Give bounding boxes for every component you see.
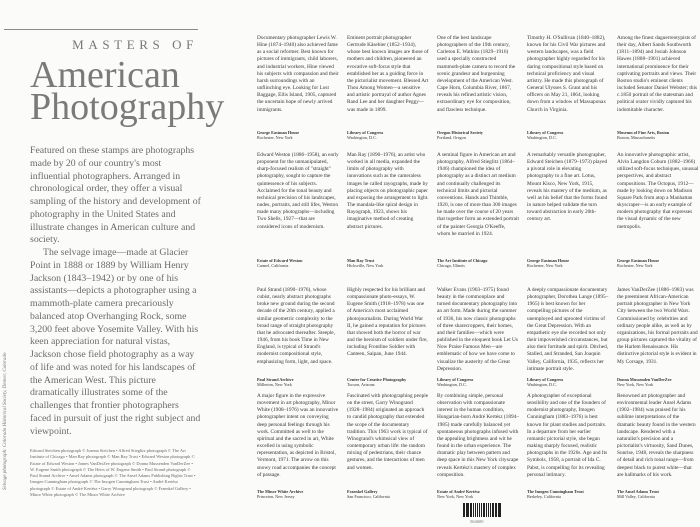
source-location: San Francisco, California (347, 494, 390, 500)
entry-description: Timothy H. O'Sullivan (1840–1882), known for his Civil War pictures and western landscapes, was a field photographer highly regarded for his daring compositional style based on technical proficiency and visual artistry. He made this photograph of General Ulysses S. Grant and his officers on May 21, 1864, looking down from a window of Massaponax Church in Virginia. (527, 35, 606, 113)
source-location: Washington, D.C. (527, 135, 557, 141)
source-location: Washington, D.C. (347, 135, 377, 141)
source-name: Estate of Edward Weston (257, 258, 303, 263)
entry-description: A seminal figure in American art and photography, Alfred Stieglitz (1864–1946) championed the idea of photography as a distinct art medium and continually challenged its technical limits and pictorial conventions. Hands and Thimble, 1920, is one of more than 300 images he made over the course of 20 years that together form an extended portrait of the painter Georgia O'Keeffe, whom he married in 1924. (437, 152, 519, 237)
entry-description: An innovative photographic artist, Alvin Langdon Coburn (1882–1966) utilized soft-focus techniques, unusual perspectives, and abstract compositions. The Octopus, 1912—made by looking down on Madison Square Park from atop a Manhattan skyscraper—is an early example of modern photography that expresses the visual dynamic of the new metropolis. (617, 152, 699, 230)
source-name: George Eastman House (527, 258, 570, 263)
entry-description: Documentary photographer Lewis W. Hine (1874–1940) also achieved fame as a social reformer. Best known for pictures of immigrants, child laborers, and industrial workers, Hine viewed his subjects with compassion and their harsh surroundings with an unflinching eye. Looking for Lost Baggage, Ellis Island, 1905, captured the uncertain hope of newly arrived immigrants. (257, 35, 339, 113)
source-location: Rochester, New York (257, 135, 293, 141)
entry-source (437, 377, 519, 387)
entry-description: Walker Evans (1903–1975) found beauty in the commonplace and turned documentary photography into an art form. Made during the summer of 1936, his now classic photographs of three sharecroppers, their homes, and their families—which were published in the eloquent book Let Us Now Praise Famous Men—are emblematic of how we have come to visualize the austerity of the Great Depression. (437, 287, 518, 372)
barcode-bar (498, 503, 499, 517)
entry-description: Renowned art photographer and environmental leader Ansel Adams (1902–1984) was praised for his sublime interpretations of the dramatic beauty found in the western landscape. Rendered with a naturalist's precision and a pictorialist's virtuosity, Sand Dunes, Sunrise, 1948, reveals the sharpness of detail and rich tonal range—from deepest black to purest white—that are hallmarks of his work. (617, 393, 696, 478)
entry-source (347, 377, 429, 387)
entry-description: A remarkably versatile photographer, Edward Steichen (1879–1973) played a pivotal role in elevating photography to a fine art. Lotus, Mount Kisco, New York, 1915, reveals his mastery of the medium, as well as his belief that the forms found in nature helped validate the turn toward abstraction in early 20th-century art. (527, 152, 608, 223)
entry-description: One of the best landscape photographers of the 19th century, Carleton E. Watkins (1829–1916) used a specially constructed mammoth-plate camera to record the scenic grandeur and burgeoning development of the American West. Cape Horn, Columbia River, 1867, reveals his refined artistic vision, extraordinary eye for composition, and flawless technique. (437, 35, 516, 113)
source-location: Hicksville, New York (347, 263, 384, 269)
source-location: Mill Valley, California (617, 494, 655, 500)
source-name: Man Ray Trust (347, 258, 375, 263)
source-name: Library of Congress (347, 130, 384, 135)
source-name: The Minor White Archive (257, 489, 304, 494)
entry-source (347, 489, 429, 499)
entry-source (527, 130, 609, 140)
title-line-2: Photography (30, 86, 225, 128)
intro-paragraph-1: Featured on these stamps are photographs made by 20 of our country's most influential photographers. Arranged in chronological order, they offer a visual sampling of the history and development of photography in the United States and illustrate changes in American culture and society. (30, 145, 201, 246)
barcode-bar (499, 503, 501, 517)
source-location: Portland, Oregon (437, 135, 466, 141)
source-location: New York, New York (617, 382, 654, 388)
entry-description: By combining simple, personal observation with compassionate interest in the human condition, Hungarian-born André Kertész (1894–1985) made carefully balanced yet spontaneous photographs infused with the appealing brightness and wit he found in the urban experience. The dramatic play between pattern and deep space in this New York cityscape reveals Kertész's mastery of complex composition. (437, 393, 519, 478)
entry-description: A photographer of exceptional sensibility and one of the founders of modernist photography, Imogen Cunningham (1883–1976) is best known for plant studies and portraits. In a departure from her earlier romantic pictorial style, she began making sharply focused, realistic photographs in the 1920s. Age and Its Symbols, 1958, a portrait of Ida C. Pabst, is compelling for its revealing personal intimacy. (527, 393, 608, 478)
barcode-bar (470, 503, 472, 517)
entry-source (527, 377, 609, 387)
source-name: The Art Institute of Chicago (437, 258, 488, 263)
barcode-number: 564600 (470, 519, 484, 524)
entry-description: Among the finest daguerreotypists of their day, Albert Sands Southworth (1811–1894) and Josiah Johnson Hawes (1808–1901) achieved international prominence for their captivating portraits and views. Their Boston studio's eminent clients included Senator Daniel Webster; this c.1850 portrait of the statesman and political orator vividly captured his indomitable character. (617, 35, 698, 113)
intro-text (30, 145, 202, 438)
source-location: Washington, D.C. (437, 382, 467, 388)
entry-description: James VanDerZee (1886–1983) was the preeminent African-American portrait photographer in New York City between the two World Wars. Commissioned by celebrities and ordinary people alike, as well as by organizations, his formal portraits and group pictures captured the vitality of the Harlem Renaissance. His distinctive pictorial style is evident in My Corsage, 1931. (617, 287, 698, 365)
entry-description: A major figure in the expressive movement in art photography, Minor White (1908–1976) was an innovative photographer intent on conveying deep personal feelings through his work. Committed as well to the spiritual and the sacred in art, White excelled in using symbolic representation, as depicted in Bristol, Vermont, 1971. The arrow on this snowy road accompanies the concept of passage. (257, 393, 339, 478)
barcode-bar (495, 503, 497, 517)
source-location: Tucson, Arizona (347, 382, 375, 388)
barcode-bar (477, 503, 478, 517)
barcode-bar (467, 503, 469, 517)
source-name: Center for Creative Photography (347, 377, 407, 382)
entry-description: Fascinated with photographing people on the street, Garry Winogrand (1928–1984) originated an approach to candid photography that extended the scope of the documentary tradition. This 1963 work is typical of Winogrand's whimsical view of contemporary urban life: the random mixing of pedestrians, their chance gestures, and the interactions of men and women. (347, 393, 429, 471)
source-name: Oregon Historical Society (437, 130, 483, 135)
source-name: Library of Congress (437, 377, 474, 382)
source-name: George Eastman House (617, 258, 660, 263)
source-name: The Imogen Cunningham Trust (527, 489, 584, 494)
source-name: Fraenkel Gallery (347, 489, 378, 494)
source-name: Estate of André Kertész (437, 489, 480, 494)
source-location: Chicago, Illinois (437, 263, 465, 269)
source-location: Rochester, New York (527, 263, 563, 269)
entry-source (257, 258, 339, 268)
source-name: Library of Congress (527, 377, 564, 382)
barcode-bar (466, 503, 467, 517)
entry-source (617, 258, 699, 268)
barcode-bar (463, 503, 465, 517)
title-line-1: American (30, 54, 180, 96)
source-location: Berkeley, California (527, 494, 561, 500)
selvage-credit: Selvage photograph: Colorado Historical Society, Denver, Colorado (3, 352, 8, 490)
source-location: Princeton, New Jersey (257, 494, 295, 500)
entry-source (527, 258, 609, 268)
barcode-bar (475, 503, 477, 517)
entry-source (257, 377, 339, 387)
source-name: The Ansel Adams Trust (617, 489, 659, 494)
barcode-bar (490, 503, 491, 517)
top-rule (4, 29, 198, 30)
source-name: Library of Congress (527, 130, 564, 135)
source-name: Paul Strand Archive (257, 377, 294, 382)
source-location: Rochester, New York (617, 263, 653, 269)
source-location: Millerton, New York (257, 382, 292, 388)
entry-description: Eminent portrait photographer Gertrude Käsebier (1852–1934), whose best known images are those of mothers and children, pioneered an evocative soft-focus style that established her as a guiding force in the pictorialist movement. Blessed Art Thou Among Women—a sensitive and artistic portrayal of author Agnes Rand Lee and her daughter Peggy—was made in 1899. (347, 35, 429, 113)
entry-source (347, 130, 429, 140)
entry-source (527, 489, 609, 499)
barcode-bar (488, 503, 490, 517)
entry-source (437, 258, 519, 268)
photo-credits: Edward Steichen photograph © Joanna Steichen • Alfred Stieglitz photograph © The Art Institute of Chicago • Man Ray photograph © Man Ray Trust • Edward Weston photograph © Estate of Edward Weston • James VanDerZee photograph © Donna Mussenden VanDerZee • W. Eugene Smith photograph © The Heirs of W. Eugene Smith • Paul Strand photograph © Paul Strand Archive • Ansel Adams photograph © The Ansel Adams Publishing Rights Trust • Imogen Cunningham photograph © The Imogen Cunningham Trust • André Kertész photograph © Estate of André Kertész • Garry Winogrand photograph © Fraenkel Gallery • Minor White photograph © The Minor White Archive (30, 448, 196, 498)
entry-source (617, 489, 699, 499)
source-name: George Eastman House (257, 130, 300, 135)
entry-source (347, 258, 429, 268)
entry-source (437, 489, 519, 499)
source-name: Donna Mussenden VanDerZee (617, 377, 672, 382)
entry-source (257, 130, 339, 140)
entry-description: Edward Weston (1886–1958), an early proponent for the unmanipulated, sharp-focused realism of "straight" photography, sought to capture the quintessence of his subjects. Acclaimed for the tonal beauty and technical precision of his landscapes, nudes, portraits, and still lifes, Weston made many photographs—including Two Shells, 1927—that are considered icons of modernism. (257, 152, 339, 230)
entry-description: Highly respected for his brilliant and compassionate photo-essays, W. Eugene Smith (1918–1978) was one of America's most acclaimed photojournalists. During World War II, he gained a reputation for pictures that showed both the horror of war and the heroism of soldiers under fire, including Frontline Soldier with Canteen, Saipan, June 1944. (347, 287, 428, 358)
entry-description: Man Ray (1890–1976), an artist who worked in all media, expanded the limits of photography with innovations such as the cameraless images he called rayographs, made by placing objects on photographic paper and exposing the arrangement to light. The mandala-like spiral design in Rayograph, 1923, shows his imaginative method of creating abstract pictures. (347, 152, 429, 230)
source-name: Museum of Fine Arts, Boston (617, 130, 670, 135)
source-location: Boston, Massachusetts (617, 135, 656, 141)
entry-source (617, 377, 699, 387)
barcode (463, 503, 501, 517)
barcode-bar (483, 503, 485, 517)
title-kicker: MASTERS OF (72, 37, 198, 52)
barcode-bar (492, 503, 494, 517)
intro-paragraph-2: The selvage image—made at Glacier Point in 1888 or 1889 by William Henry Jackson (1843–1942) or by one of his assistants—depicts a photographer using a mammoth-plate camera precariously balanced atop Overhanging Rock, some 3,200 feet above Yosemite Valley. With his keen appreciation for natural vistas, Jackson chose field photography as a way of life and was noted for his landscapes of the American West. This picture dramatically illustrates some of the challenges that frontier photographers faced in pursuit of just the right subject and viewpoint. (30, 247, 201, 437)
entry-description: Paul Strand (1890–1976), whose cubist, nearly abstract photographs broke new ground during the second decade of the 20th century, applied a similar geometric complexity to the broad range of straight photography that he advocated thereafter. Steeple, 1946, from his book Time in New England, is typical of Strand's modernist compositional style, emphasizing form, light, and space. (257, 287, 335, 365)
barcode-bar (481, 503, 483, 517)
source-location: New York, New York (437, 494, 474, 500)
entry-source (617, 130, 699, 140)
barcode-bar (486, 503, 487, 517)
entry-source (257, 489, 339, 499)
barcode-bar (473, 503, 474, 517)
source-location: Washington, D.C. (527, 382, 557, 388)
source-location: Carmel, California (257, 263, 289, 269)
barcode-bar (479, 503, 480, 517)
entry-source (437, 130, 519, 140)
entry-description: A deeply compassionate documentary photographer, Dorothea Lange (1895–1965) is best known for her compelling pictures of the unemployed and uprooted victims of the Great Depression. With an empathetic eye she recorded not only their impoverished circumstances, but also their fortitude and spirit. Ditched, Stalled, and Stranded, San Joaquin Valley, California, 1935, reflects her intimate portrait style. (527, 287, 609, 372)
